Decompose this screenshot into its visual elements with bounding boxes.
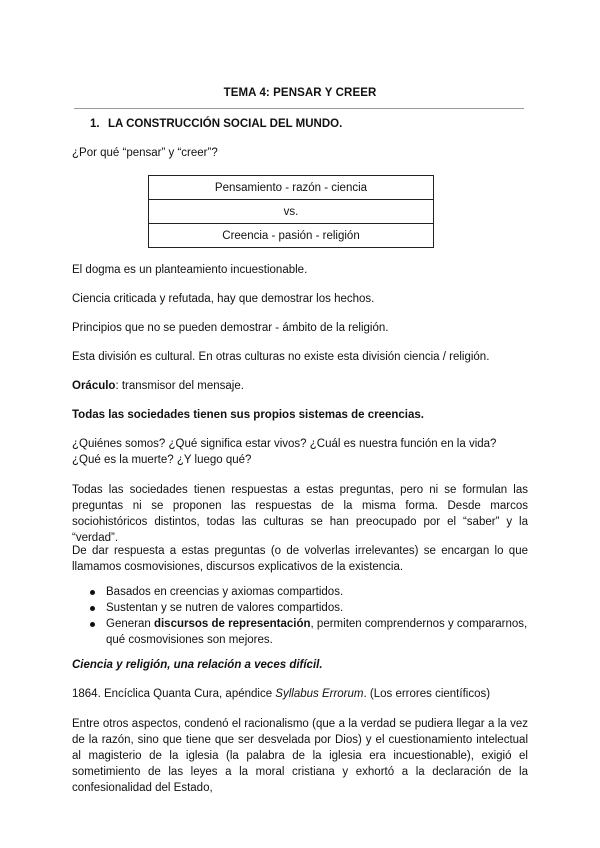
list-item-bold-text: discursos de representación: [153, 618, 311, 630]
subheading: Ciencia y religión, una relación a veces difícil.: [72, 659, 323, 671]
paragraph-ciencia: Ciencia criticada y refutada, hay que demostrar los hechos.: [72, 293, 375, 305]
bullet-list: [88, 584, 528, 648]
paragraph-1864: [72, 686, 528, 702]
bullet-icon: [90, 590, 95, 595]
paragraph-dogma: El dogma es un planteamiento incuestionable.: [72, 264, 308, 276]
paragraph-preguntas: ¿Quiénes somos? ¿Qué significa estar vivos? ¿Cuál es nuestra función en la vida? ¿Qué es la muerte? ¿Y luego qué?: [72, 438, 497, 466]
oraculo-term: Oráculo: [72, 380, 116, 392]
intro-question: ¿Por qué “pensar” y “creer”?: [72, 147, 218, 159]
table-cell: Creencia - pasión - religión: [149, 224, 434, 248]
paragraph-division: Esta división es cultural. En otras culturas no existe esta división ciencia / religión.: [72, 351, 490, 363]
table-row: [149, 176, 434, 200]
paragraph-oraculo: [72, 378, 528, 394]
section-number: 1.: [90, 118, 100, 130]
concept-table: [148, 175, 434, 248]
bullet-icon: [90, 606, 95, 611]
list-item-text: Generan: [106, 618, 154, 630]
section-heading: [90, 118, 342, 130]
oraculo-definition: : transmisor del mensaje.: [115, 380, 244, 392]
list-item: [88, 616, 528, 648]
title-divider: [74, 108, 524, 109]
section-title: LA CONSTRUCCIÓN SOCIAL DEL MUNDO.: [108, 118, 343, 130]
paragraph-final: Entre otros aspectos, condenó el racionalismo (que a la verdad se pudiera llegar a la vez de la razón, sino que tiene que ser desvelada por Dios) y el cuestionamiento intelectual al magisterio de la iglesia (la palabra de la iglesia era incuestionable), exigió el sometimiento de las leyes a la moral cristiana y exhortó a la declaración de la confesionalidad del Estado,: [72, 718, 528, 794]
table-row: [149, 224, 434, 248]
syllabus-title: Syllabus Errorum: [275, 688, 364, 700]
list-item-text: , permiten comprendernos y compararnos, qué cosmovisiones son mejores.: [106, 618, 528, 646]
list-item: [88, 600, 528, 616]
bullet-icon: [90, 622, 95, 627]
list-item-text: Sustentan y se nutren de valores compartidos.: [106, 602, 344, 614]
paragraph-principios: Principios que no se pueden demostrar - ámbito de la religión.: [72, 322, 389, 334]
list-item-text: Basados en creencias y axiomas compartidos.: [106, 586, 344, 598]
paragraph-1864-text: . (Los errores científicos): [363, 688, 491, 700]
document-title: TEMA 4: PENSAR Y CREER: [223, 87, 377, 99]
list-item: [88, 584, 528, 600]
paragraph-1864-text: 1864. Encíclica Quanta Cura, apéndice: [72, 688, 276, 700]
paragraph-respuestas: Todas las sociedades tienen respuestas a estas preguntas, pero ni se formulan las preguntas ni se proponen las respuestas de la misma forma. Desde marcos sociohistóricos distintos, todas las culturas se han preocupado por el “saber” y la “verdad”.: [72, 484, 528, 544]
paragraph-cosmovisiones: De dar respuesta a estas preguntas (o de volverlas irrelevantes) se encargan lo que llamamos cosmovisiones, discursos explicativos de la existencia.: [72, 545, 528, 573]
bold-statement: Todas las sociedades tienen sus propios sistemas de creencias.: [72, 409, 424, 421]
table-cell: Pensamiento - razón - ciencia: [149, 176, 434, 200]
table-row: [149, 200, 434, 224]
table-cell: vs.: [149, 200, 434, 224]
